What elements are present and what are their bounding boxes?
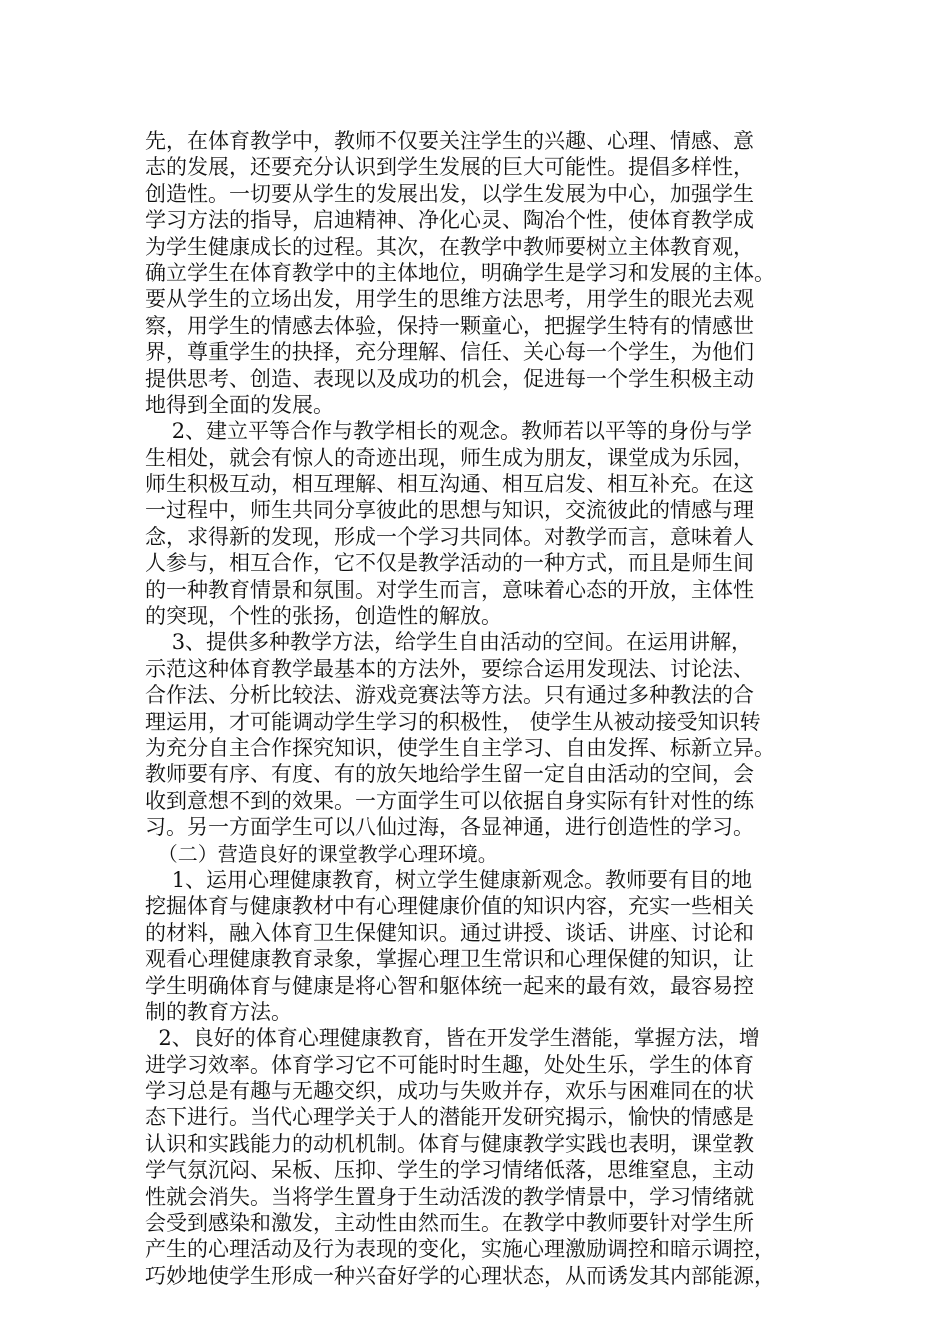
text-line: 2、建立平等合作与教学相长的观念。教师若以平等的身份与学 [145, 419, 753, 444]
text-line: 一过程中，师生共同分享彼此的思想与知识，交流彼此的情感与理 [145, 498, 754, 523]
text-line: 挖掘体育与健康教材中有心理健康价值的知识内容，充实一些相关 [145, 894, 754, 919]
text-line: 制的教育方法。 [145, 999, 292, 1024]
text-line: 界，尊重学生的抉择，充分理解、信任、关心每一个学生，为他们 [145, 340, 754, 365]
text-line: 学气氛沉闷、呆板、压抑、学生的学习情绪低落，思维窒息，主动 [145, 1158, 754, 1183]
text-line: 态下进行。当代心理学关于人的潜能开发研究揭示，愉快的情感是 [145, 1105, 754, 1130]
text-line: 产生的心理活动及行为表现的变化，实施心理激励调控和暗示调控， [145, 1237, 775, 1262]
text-line: 的突现，个性的张扬，创造性的解放。 [145, 604, 502, 629]
text-line: 察，用学生的情感去体验，保持一颗童心，把握学生特有的情感世 [145, 313, 754, 338]
text-line: 师生积极互动，相互理解、相互沟通、相互启发、相互补充。在这 [145, 472, 754, 497]
text-line: 3、提供多种教学方法，给学生自由活动的空间。在运用讲解， [145, 630, 753, 655]
text-line: 合作法、分析比较法、游戏竞赛法等方法。只有通过多种教法的合 [145, 683, 754, 708]
text-line: 创造性。一切要从学生的发展出发，以学生发展为中心，加强学生 [145, 181, 754, 206]
text-line: 学习方法的指导，启迪精神、净化心灵、陶冶个性，使体育教学成 [145, 208, 754, 233]
text-line: 确立学生在体育教学中的主体地位，明确学生是学习和发展的主体。 [145, 260, 775, 285]
text-line: 1、运用心理健康教育，树立学生健康新观念。教师要有目的地 [145, 867, 753, 892]
text-line: 学生明确体育与健康是将心智和躯体统一起来的最有效，最容易控 [145, 973, 754, 998]
document-page [145, 128, 825, 1289]
text-line: 观看心理健康教育录象，掌握心理卫生常识和心理保健的知识，让 [145, 947, 754, 972]
text-line: 理运用，才可能调动学生学习的积极性， 使学生从被动接受知识转 [145, 709, 761, 734]
text-line: 习。另一方面学生可以八仙过海，各显神通，进行创造性的学习。 [145, 815, 754, 840]
text-line: 人参与，相互合作，它不仅是教学活动的一种方式，而且是师生间 [145, 551, 754, 576]
text-line: 的一种教育情景和氛围。对学生而言，意味着心态的开放，主体性 [145, 577, 754, 602]
text-line: 地得到全面的发展。 [145, 392, 334, 417]
text-line: 教师要有序、有度、有的放矢地给学生留一定自由活动的空间，会 [145, 762, 754, 787]
text-line: 要从学生的立场出发，用学生的思维方法思考，用学生的眼光去观 [145, 287, 754, 312]
text-line: 提供思考、创造、表现以及成功的机会，促进每一个学生积极主动 [145, 366, 754, 391]
text-line: 生相处，就会有惊人的奇迹出现，师生成为朋友，课堂成为乐园， [145, 445, 754, 470]
text-line: 为学生健康成长的过程。其次，在教学中教师要树立主体教育观， [145, 234, 754, 259]
text-line: 示范这种体育教学最基本的方法外，要综合运用发现法、讨论法、 [145, 656, 754, 681]
text-line: 的材料，融入体育卫生保健知识。通过讲授、谈话、讲座、讨论和 [145, 920, 754, 945]
text-line: 先，在体育教学中，教师不仅要关注学生的兴趣、心理、情感、意 [145, 129, 754, 153]
text-line: 性就会消失。当将学生置身于生动活泼的教学情景中，学习情绪就 [145, 1184, 754, 1209]
text-line: 志的发展，还要充分认识到学生发展的巨大可能性。提倡多样性， [145, 155, 754, 180]
text-line: 进学习效率。体育学习它不可能时时生趣，处处生乐，学生的体育 [145, 1052, 754, 1077]
text-line: 巧妙地使学生形成一种兴奋好学的心理状态，从而诱发其内部能源， [145, 1263, 775, 1288]
text-line: 为充分自主合作探究知识，使学生自主学习、自由发挥、标新立异。 [145, 735, 775, 760]
text-line: 念，求得新的发现，形成一个学习共同体。对教学而言，意味着人 [145, 524, 754, 549]
text-line: 学习总是有趣与无趣交织，成功与失败并存，欢乐与困难同在的状 [145, 1079, 754, 1104]
text-line: 认识和实践能力的动机机制。体育与健康教学实践也表明，课堂教 [145, 1131, 754, 1156]
text-line: 收到意想不到的效果。一方面学生可以依据自身实际有针对性的练 [145, 788, 754, 813]
text-line: 2、良好的体育心理健康教育，皆在开发学生潜能，掌握方法，增 [145, 1026, 760, 1051]
text-line: 会受到感染和激发，主动性由然而生。在教学中教师要针对学生所 [145, 1211, 754, 1236]
section-heading: （二）营造良好的课堂教学心理环境。 [145, 841, 498, 866]
